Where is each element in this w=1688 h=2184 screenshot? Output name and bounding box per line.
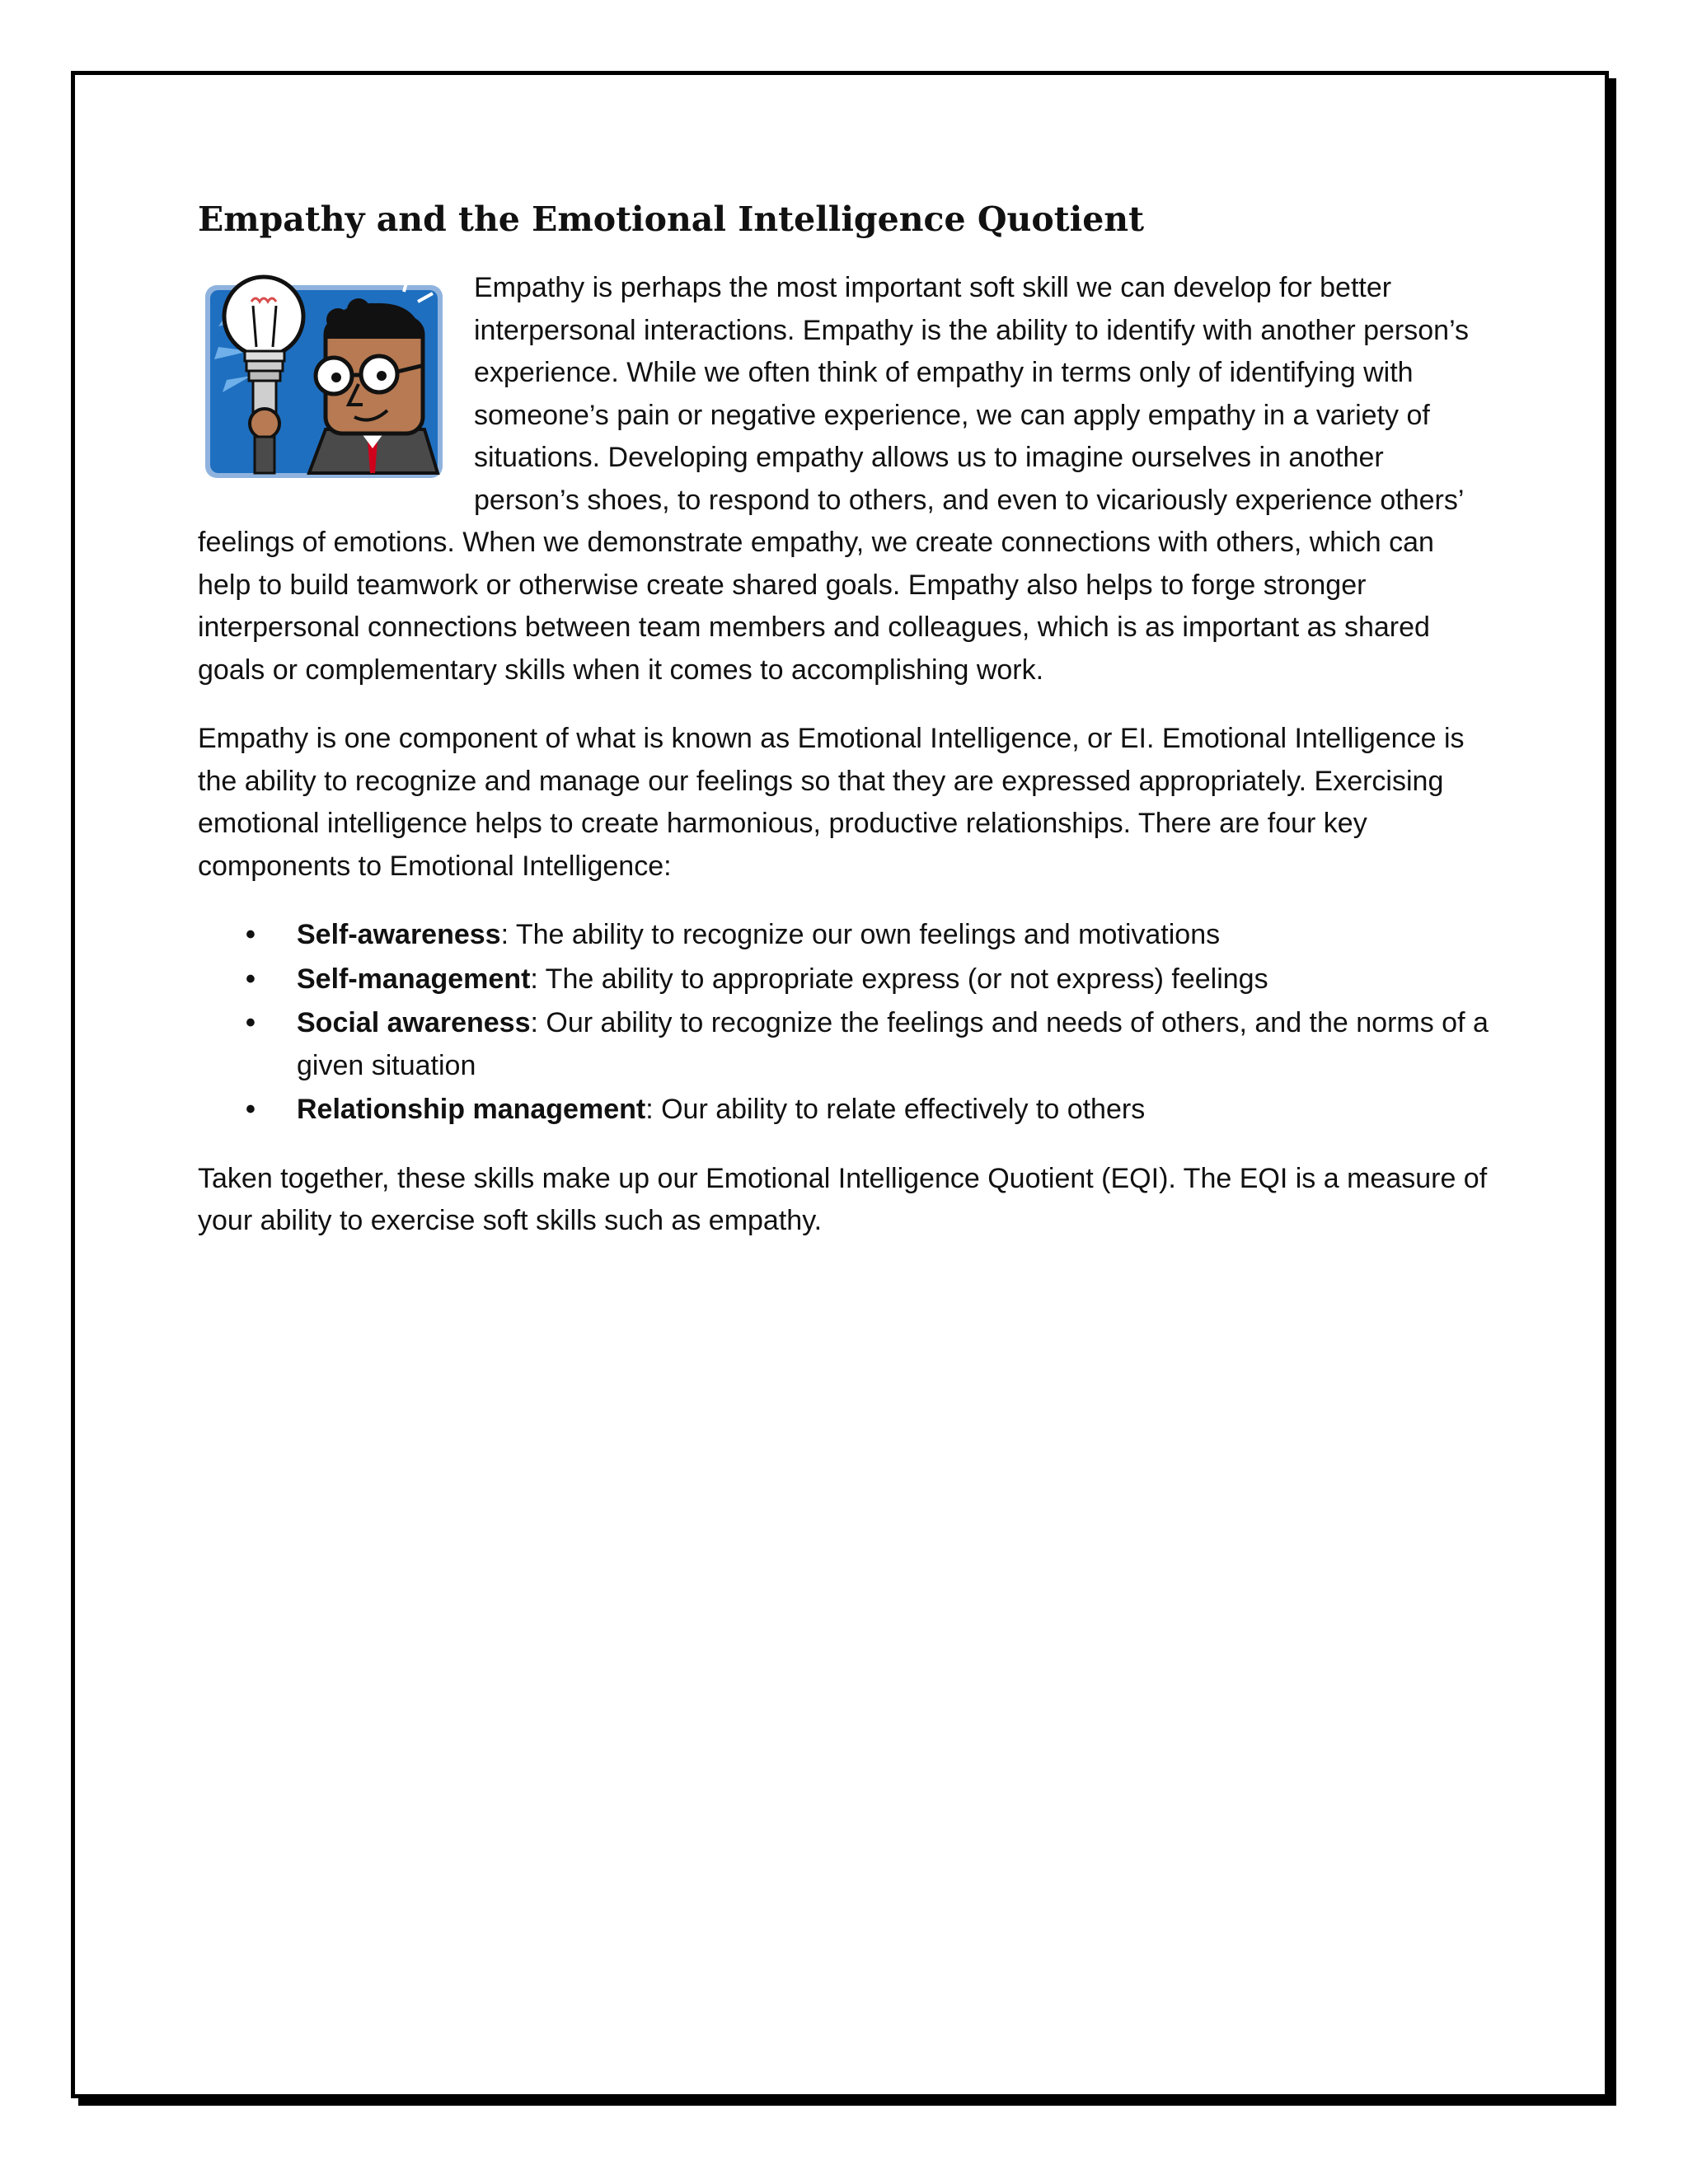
component-description: : Our ability to recognize the feelings and needs of others, and the norms of a given situation <box>297 1007 1489 1081</box>
idea-lightbulb-man-icon <box>202 269 449 483</box>
bullet-icon: • <box>246 1094 256 1125</box>
list-item <box>198 958 1492 1001</box>
list-item <box>198 1089 1492 1132</box>
paragraph-eqi: Taken together, these skills make up our Emotional Intelligence Quotient (EQI). The EQI is a measure of your ability to exercise soft skills such as empathy. <box>198 1162 1488 1236</box>
component-term: Self-management <box>297 963 531 995</box>
bullet-icon: • <box>246 1007 256 1038</box>
bullet-icon: • <box>246 919 256 950</box>
document-body <box>198 196 1492 1269</box>
paragraph-ei: Empathy is one component of what is known as Emotional Intelligence, or EI. Emotional Intelligence is the ability to recognize and manage our feelings so that they are expressed appropriately. Exercising emotional intelligence helps to create harmonious, productive relationships. There are four key components to Emotional Intelligence: <box>198 723 1465 882</box>
ei-components-list <box>198 914 1492 1132</box>
bullet-icon: • <box>246 963 256 995</box>
component-description: : The ability to appropriate express (or not express) feelings <box>530 963 1268 995</box>
list-item <box>198 914 1492 957</box>
paragraph-intro: Empathy is perhaps the most important soft skill we can develop for better interpersonal interactions. Empathy is the ability to identify with another person’s experience. While we often think of empathy in terms only of identifying with someone’s pain or negative experience, we can apply empathy in a variety of situations. Developing empathy allows us to imagine ourselves in another person’s shoes, to respond to others, and even to vicariously experience others’ feelings of emotions. When we demonstrate empathy, we create connections with others, which can help to build teamwork or otherwise create shared goals. Empathy also helps to forge stronger interpersonal connections between team members and colleagues, which is as important as shared goals or complementary skills when it comes to accomplishing work. <box>198 272 1470 686</box>
list-item <box>198 1002 1492 1087</box>
component-term: Social awareness <box>297 1007 531 1038</box>
document-title: Empathy and the Emotional Intelligence Quotient <box>198 199 1145 239</box>
component-term: Self-awareness <box>297 919 501 950</box>
component-description: : The ability to recognize our own feelings and motivations <box>500 919 1221 950</box>
component-term: Relationship management <box>297 1094 646 1125</box>
component-description: : Our ability to relate effectively to others <box>645 1094 1146 1125</box>
